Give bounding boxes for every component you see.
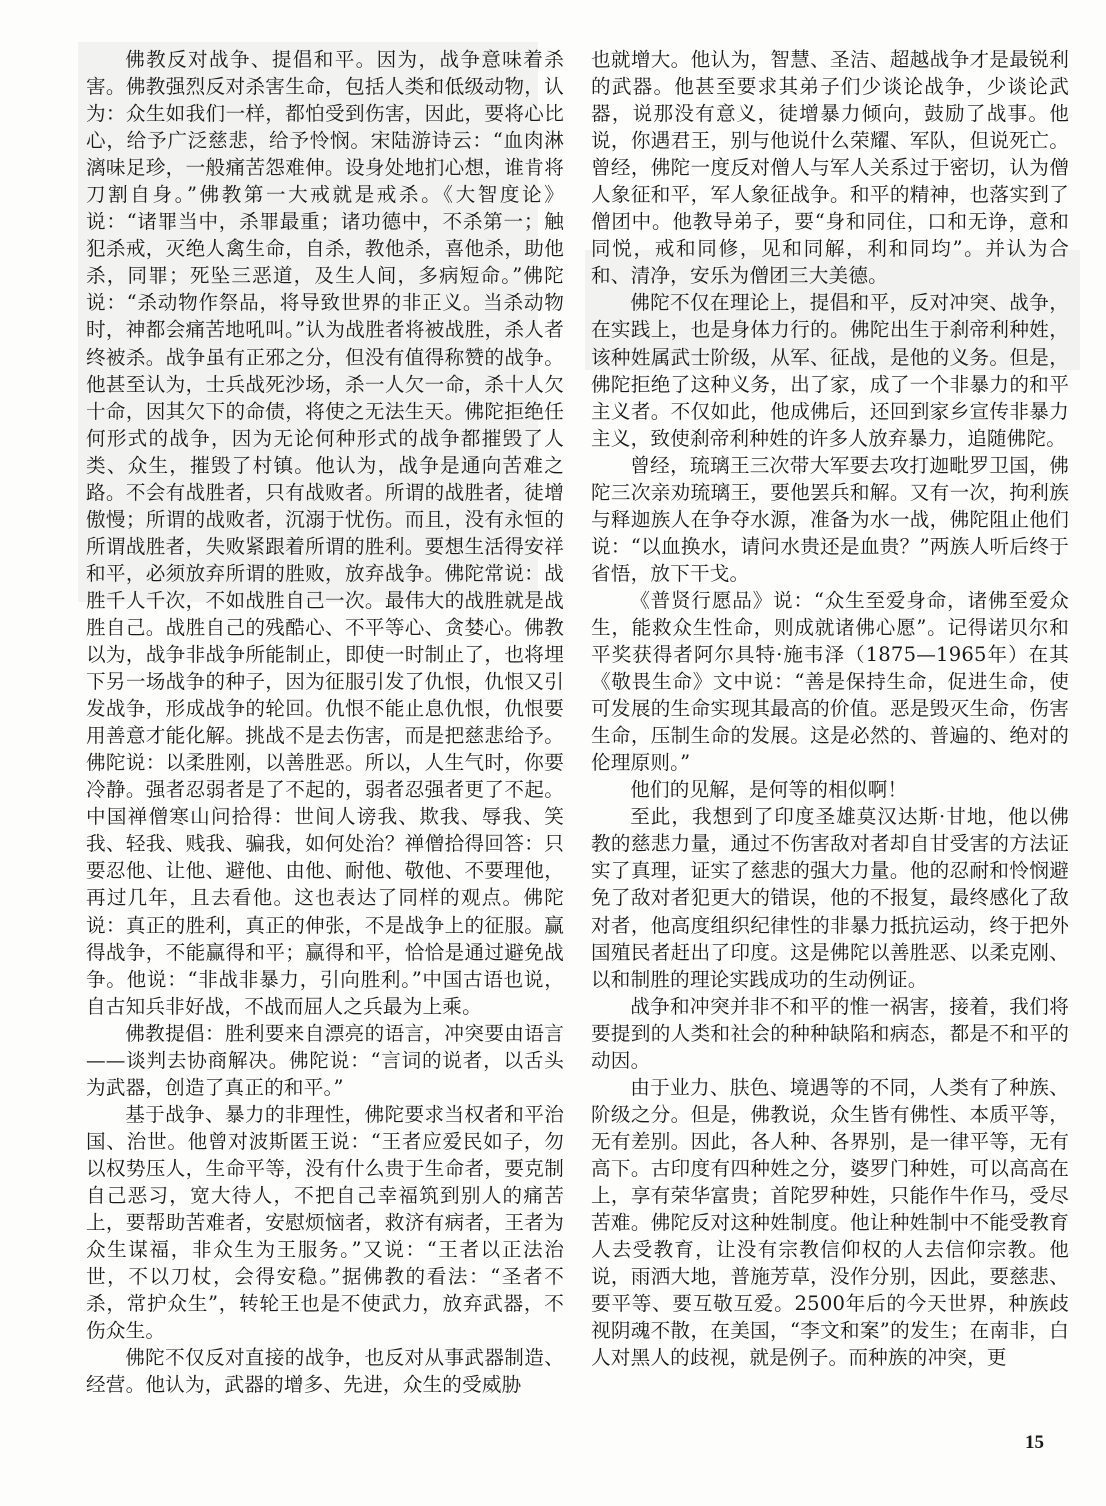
left-paragraph-3: 基于战争、暴力的非理性，佛陀要求当权者和平治国、治世。他曾对波斯匿王说：“王者应爱民如子，勿以权势压人，生命平等，没有什么贵于生命者，要克制自己恶习，宽大待人，不把自己幸福筑到别人的痛苦上，要帮助苦难者，安慰烦恼者，救济有病者，王者为众生谋福，非众生为王服务。”又说：“王者以正法治世，不以刀杖，会得安稳。”据佛教的看法：“圣者不杀，常护众生”，转轮王也是不使武力，放弃武器，不伤众生。 xyxy=(86,1102,564,1343)
page-number: 15 xyxy=(1025,1432,1044,1453)
left-paragraph-1: 佛教反对战争、提倡和平。因为，战争意味着杀害。佛教强烈反对杀害生命，包括人类和低级动物，认为：众生如我们一样，都怕受到伤害，因此，要将心比心，给予广泛慈悲，给予怜悯。宋陆游诗云：“血肉淋漓味足珍，一般痛苦怨难伸。设身处地扪心想，谁肯将刀割自身。”佛教第一大戒就是戒杀。《大智度论》说：“诸罪当中，杀罪最重；诸功德中，不杀第一；触犯杀戒，灭绝人禽生命，自杀，教他杀，喜他杀，助他杀，同罪；死坠三恶道，及生人间，多病短命。”佛陀说：“杀动物作祭品，将导致世界的非正义。当杀动物时，神都会痛苦地吼叫。”认为战胜者将被战胜，杀人者终被杀。战争虽有正邪之分，但没有值得称赞的战争。他甚至认为，士兵战死沙场，杀一人欠一命，杀十人欠十命，因其欠下的命债，将使之无法生天。佛陀拒绝任何形式的战争，因为无论何种形式的战争都摧毁了人类、众生，摧毁了村镇。他认为，战争是通向苦难之路。不会有战胜者，只有战败者。所谓的战胜者，徒增傲慢；所谓的战败者，沉溺于忧伤。而且，没有永恒的所谓战胜者，失败紧跟着所谓的胜利。要想生活得安祥和平，必须放弃所谓的胜败，放弃战争。佛陀常说：战胜千人千次，不如战胜自己一次。最伟大的战胜就是战胜自己。战胜自己的残酷心、不平等心、贪婪心。佛教以为，战争非战争所能制止，即使一时制止了，也将埋下另一场战争的种子，因为征服引发了仇恨，仇恨又引发战争，形成战争的轮回。仇恨不能止息仇恨，仇恨要用善意才能化解。挑战不是去伤害，而是把慈悲给予。佛陀说：以柔胜刚，以善胜恶。所以，人生气时，你要冷静。强者忍弱者是了不起的，弱者忍强者更了不起。中国禅僧寒山问拾得：世间人谤我、欺我、辱我、笑我、轻我、贱我、骗我，如何处治？禅僧拾得回答：只要忍他、让他、避他、由他、耐他、敬他、不要理他，再过几年，且去看他。这也表达了同样的观点。佛陀说：真正的胜利，真正的伸张，不是战争上的征服。赢得战争，不能赢得和平；赢得和平，恰恰是通过避免战争。他说：“非战非暴力，引向胜利。”中国古语也说，自古知兵非好战，不战而屈人之兵最为上乘。 xyxy=(86,48,564,1018)
right-paragraph-3: 曾经，琉璃王三次带大军要去攻打迦毗罗卫国，佛陀三次亲劝琉璃王，要他罢兵和解。又有一次，拘利族与释迦族人在争夺水源，准备为水一战，佛陀阻止他们说：“以血换水，请问水贵还是血贵？”两族人听后终于省悟，放下干戈。 xyxy=(591,453,1069,585)
right-paragraph-8: 由于业力、肤色、境遇等的不同，人类有了种族、阶级之分。但是，佛教说，众生皆有佛性、本质平等，无有差别。因此，各人种、各界别，是一律平等，无有高下。古印度有四种姓之分，婆罗门种姓，可以高高在上，享有荣华富贵；首陀罗种姓，只能作牛作马，受尽苦难。佛陀反对这种姓制度。他让种姓制中不能受教育人去受教育，让没有宗教信仰权的人去信仰宗教。他说，雨洒大地，普施芳草，没作分别，因此，要慈悲、要平等、要互敬互爱。2500年后的今天世界，种族歧视阴魂不散，在美国，“李文和案”的发生；在南非，白人对黑人的歧视，就是例子。而种族的冲突，更 xyxy=(591,1075,1069,1370)
left-paragraph-2: 佛教提倡：胜利要来自漂亮的语言，冲突要由语言——谈判去协商解决。佛陀说：“言词的说者，以舌头为武器，创造了真正的和平。” xyxy=(86,1021,564,1099)
left-paragraph-4: 佛陀不仅反对直接的战争，也反对从事武器制造、经营。他认为，武器的增多、先进，众生的受威胁 xyxy=(86,1346,564,1397)
right-paragraph-5: 他们的见解，是何等的相似啊！ xyxy=(630,778,908,802)
right-paragraph-1: 也就增大。他认为，智慧、圣洁、超越战争才是最锐利的武器。他甚至要求其弟子们少谈论战争，少谈论武器，说那没有意义，徒增暴力倾向，鼓励了战事。他说，你遇君王，别与他说什么荣耀、军队，但说死亡。曾经，佛陀一度反对僧人与军人关系过于密切，认为僧人象征和平，军人象征战争。和平的精神，也落实到了僧团中。他教导弟子，要“身和同住，口和无诤，意和同悦，戒和同修，见和同解，利和同均”。并认为合和、清净，安乐为僧团三大美德。 xyxy=(591,48,1069,288)
right-paragraph-2: 佛陀不仅在理论上，提倡和平，反对冲突、战争，在实践上，也是身体力行的。佛陀出生于刹帝利种姓，该种姓属武士阶级，从军、征战，是他的义务。但是，佛陀拒绝了这种义务，出了家，成了一个非暴力的和平主义者。不仅如此，他成佛后，还回到家乡宣传非暴力主义，致使刹帝利种姓的许多人放弃暴力，追随佛陀。 xyxy=(591,291,1069,450)
right-paragraph-7: 战争和冲突并非不和平的惟一祸害，接着，我们将要提到的人类和社会的种种缺陷和病态，都是不和平的动因。 xyxy=(591,994,1069,1072)
right-text-column xyxy=(591,46,1069,1371)
left-text-column xyxy=(86,46,564,1398)
right-paragraph-4: 《普贤行愿品》说：“众生至爱身命，诸佛至爱众生，能救众生性命，则成就诸佛心愿”。记得诺贝尔和平奖获得者阿尔具特·施韦泽（1875—1965年）在其《敬畏生命》文中说：“善是保持生命，促进生命，使可发展的生命实现其最高的价值。恶是毁灭生命，伤害生命，压制生命的发展。这是必然的、普遍的、绝对的伦理原则。” xyxy=(591,588,1069,775)
right-paragraph-6: 至此，我想到了印度圣雄莫汉达斯·甘地，他以佛教的慈悲力量，通过不伤害敌对者却自甘受害的方法证实了真理，证实了慈悲的强大力量。他的忍耐和怜悯避免了敌对者犯更大的错误，他的不报复，最终感化了敌对者，他高度组织纪律性的非暴力抵抗运动，终于把外国殖民者赶出了印度。这是佛陀以善胜恶、以柔克刚、以和制胜的理论实践成功的生动例证。 xyxy=(591,805,1069,991)
